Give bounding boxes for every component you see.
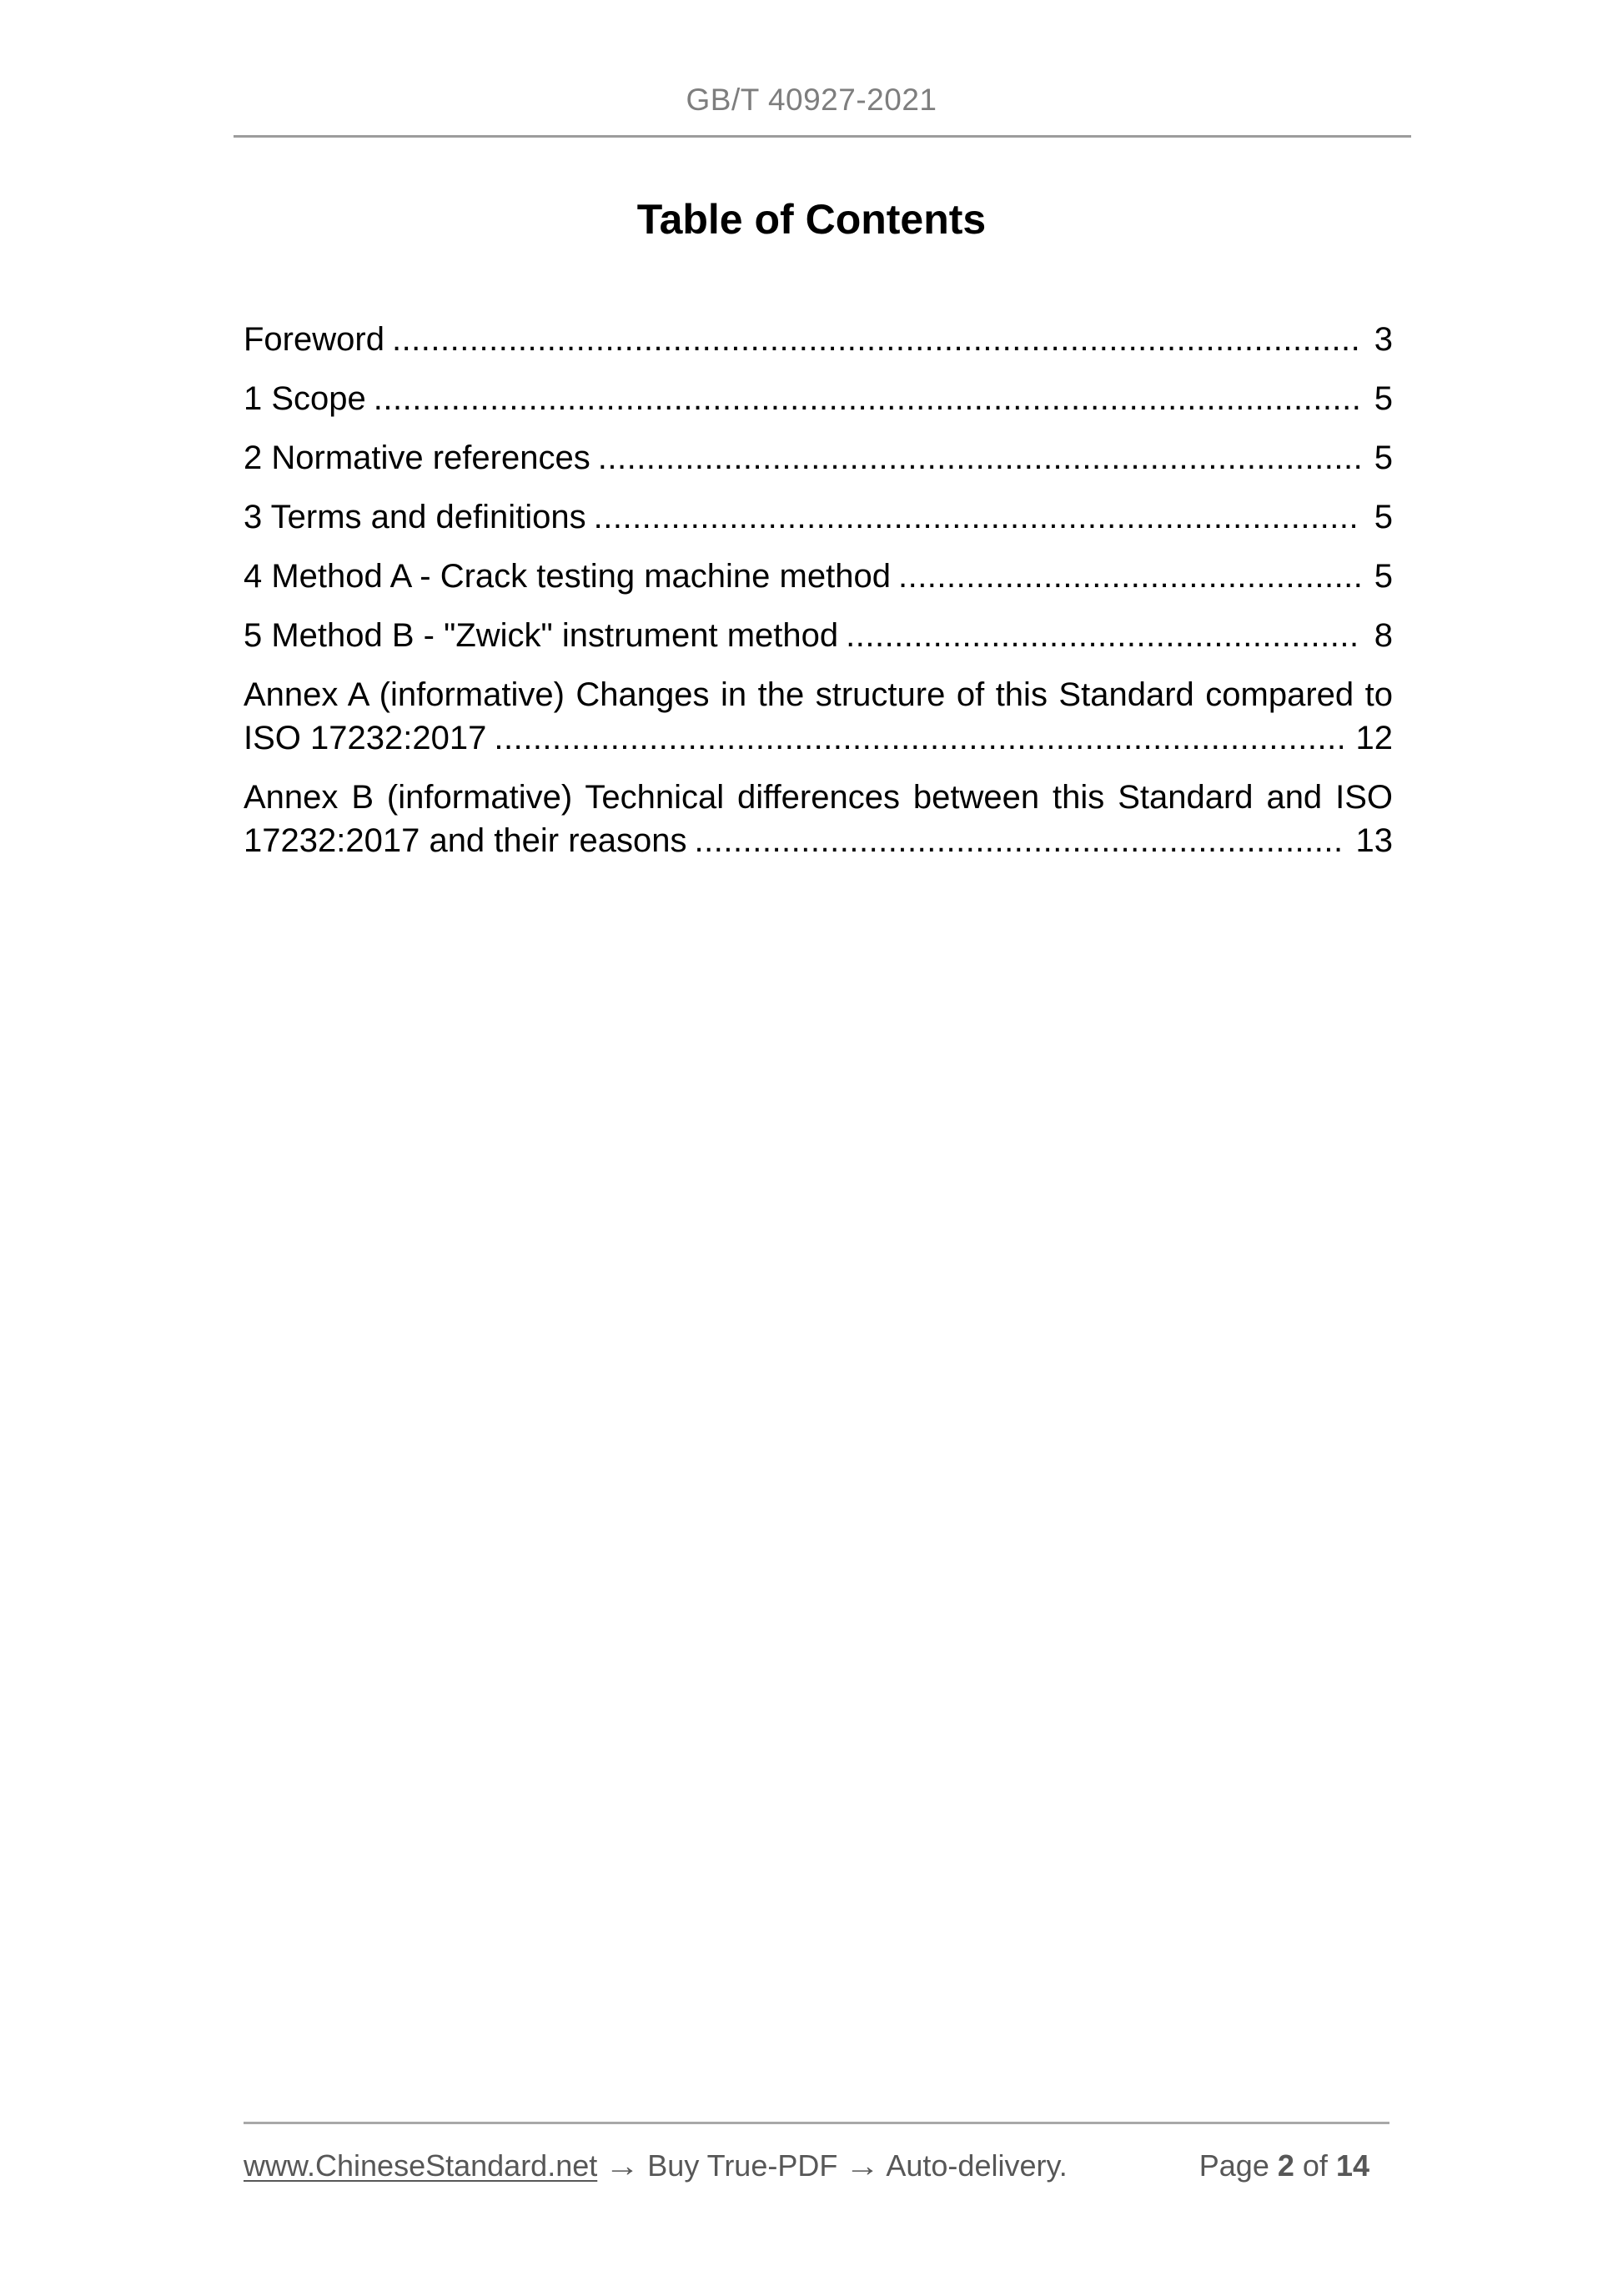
of-label: of bbox=[1302, 2148, 1328, 2183]
toc-entry bbox=[244, 555, 1393, 598]
toc-entry bbox=[244, 614, 1393, 657]
table-of-contents bbox=[244, 318, 1393, 878]
toc-page-number: 5 bbox=[1361, 555, 1393, 598]
page-label: Page bbox=[1198, 2148, 1269, 2183]
arrow-right-icon: → bbox=[605, 2148, 640, 2183]
current-page-number: 2 bbox=[1277, 2148, 1294, 2183]
page-title: Table of Contents bbox=[636, 196, 987, 243]
buy-pdf-label: Buy True-PDF bbox=[647, 2148, 838, 2183]
toc-entry-title: 4 Method A - Crack testing machine method bbox=[244, 558, 891, 595]
footer-promo bbox=[244, 2148, 1068, 2183]
toc-entry bbox=[244, 776, 1393, 862]
toc-entry-title: 5 Method B - "Zwick" instrument method bbox=[244, 617, 839, 654]
toc-entry-title: Annex A (informative) Changes in the structure of this Standard compared to ISO 17232:2017 bbox=[244, 676, 1393, 756]
toc-page-number: 5 bbox=[1361, 377, 1393, 420]
toc-entry-title: 2 Normative references bbox=[244, 440, 590, 476]
toc-entry bbox=[244, 673, 1393, 760]
toc-entry bbox=[244, 377, 1393, 420]
page-indicator bbox=[1199, 2148, 1369, 2183]
toc-page-number: 12 bbox=[1343, 716, 1394, 760]
toc-entry bbox=[244, 318, 1393, 361]
document-number: GB/T 40927-2021 bbox=[686, 83, 937, 117]
toc-entry bbox=[244, 436, 1393, 480]
header-divider bbox=[234, 135, 1411, 138]
footer-divider bbox=[244, 2122, 1389, 2124]
toc-page-number: 3 bbox=[1361, 318, 1393, 361]
toc-page-number: 5 bbox=[1361, 495, 1393, 539]
toc-entry-title: 3 Terms and definitions bbox=[244, 499, 586, 535]
toc-page-number: 13 bbox=[1343, 819, 1394, 862]
total-page-number: 14 bbox=[1335, 2148, 1369, 2183]
auto-delivery-label: Auto-delivery. bbox=[886, 2148, 1068, 2183]
website-link[interactable]: www.ChineseStandard.net bbox=[244, 2148, 598, 2183]
toc-entry-title: Foreword bbox=[244, 321, 384, 358]
arrow-right-icon: → bbox=[845, 2148, 881, 2183]
toc-entry bbox=[244, 495, 1393, 539]
toc-entry-title: 1 Scope bbox=[244, 380, 366, 417]
toc-page-number: 8 bbox=[1361, 614, 1393, 657]
footer bbox=[244, 2148, 1389, 2183]
toc-page-number: 5 bbox=[1361, 436, 1393, 480]
toc-entry-title: Annex B (informative) Technical differences between this Standard and ISO 17232:2017 and their reasons bbox=[244, 779, 1393, 859]
